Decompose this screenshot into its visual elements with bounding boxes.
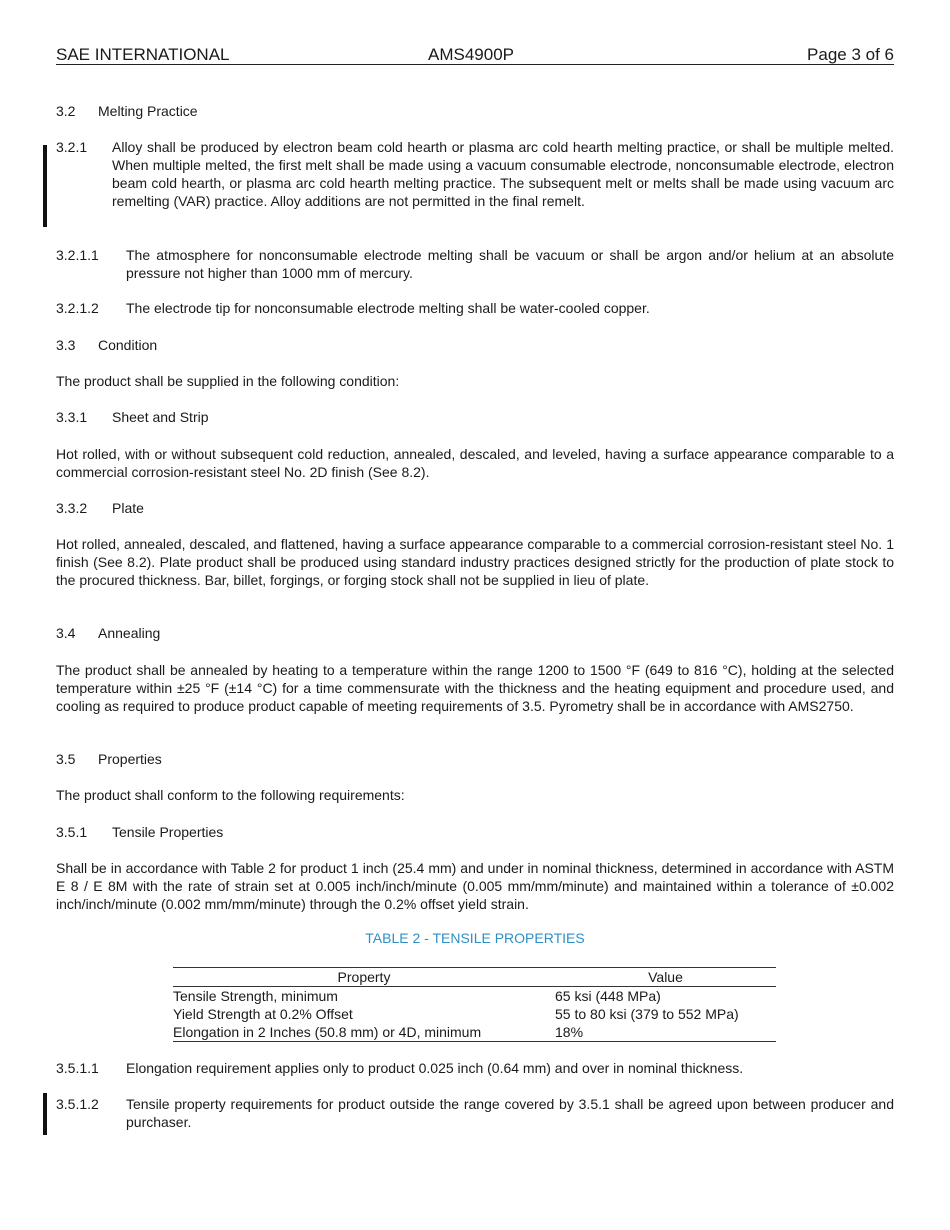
section-number: 3.5.1.1 xyxy=(56,1060,99,1076)
section-3-2-1-1 xyxy=(56,246,894,282)
section-3-4-heading xyxy=(56,624,894,642)
section-number: 3.2.1.2 xyxy=(56,300,99,316)
table-cell-property: Tensile Strength, minimum xyxy=(173,988,338,1004)
section-number: 3.3 xyxy=(56,337,76,353)
section-number: 3.3.1 xyxy=(56,409,88,425)
table-2-title: TABLE 2 - TENSILE PROPERTIES xyxy=(365,930,585,946)
table-row xyxy=(173,1023,776,1041)
revision-bar xyxy=(43,1093,47,1135)
section-title: Sheet and Strip xyxy=(112,409,209,425)
section-number: 3.2 xyxy=(56,103,76,119)
section-3-3-heading xyxy=(56,336,894,354)
section-number: 3.5 xyxy=(56,751,76,767)
section-title: Plate xyxy=(112,500,144,516)
section-title: Annealing xyxy=(98,625,161,641)
section-3-5-1-1 xyxy=(56,1059,894,1077)
section-3-3-1-text: Hot rolled, with or without subsequent cold reduction, annealed, descaled, and leveled, having a surface appearance comparable to a commercial corrosion-resistant steel No. 2D finish (See 8.2). xyxy=(56,446,894,480)
section-title: Tensile Properties xyxy=(112,824,224,840)
section-number: 3.5.1.2 xyxy=(56,1096,99,1112)
revision-bar xyxy=(43,145,47,227)
table-header-row xyxy=(173,968,776,987)
section-number: 3.3.2 xyxy=(56,500,88,516)
table-cell-property: Yield Strength at 0.2% Offset xyxy=(173,1006,353,1022)
table-row xyxy=(173,1005,776,1023)
table-header-property: Property xyxy=(337,969,391,985)
table-cell-value: 65 ksi (448 MPa) xyxy=(555,988,661,1004)
table-header-value: Value xyxy=(648,969,683,985)
section-text: Elongation requirement applies only to product 0.025 inch (0.64 mm) and over in nominal thickness. xyxy=(126,1060,744,1076)
table-row xyxy=(173,987,776,1005)
section-text: The atmosphere for nonconsumable electrode melting shall be vacuum or shall be argon and/or helium at an absolute pressure not higher than 1000 mm of mercury. xyxy=(126,247,894,281)
section-3-2-heading xyxy=(56,102,894,120)
section-3-3-2-text: Hot rolled, annealed, descaled, and flattened, having a surface appearance comparable to a commercial corrosion-resistant steel No. 1 finish (See 8.2). Plate product shall be produced using standard industry practices designed strictly for the production of plate stock to the procured thickness. Bar, billet, forgings, or forging stock shall not be supplied in lieu of plate. xyxy=(56,536,894,588)
section-3-3-intro: The product shall be supplied in the following condition: xyxy=(56,373,400,389)
section-title: Condition xyxy=(98,337,158,353)
section-3-2-1-2 xyxy=(56,299,894,317)
section-3-3-2-heading xyxy=(56,499,894,517)
section-text: Alloy shall be produced by electron beam cold hearth or plasma arc cold hearth melting practice, or shall be multiple melted. When multiple melted, the first melt shall be made using a vacuum consumable electrode, nonconsumable electrode, electron beam cold hearth, or plasma arc cold hearth melting practice. The subsequent melt or melts shall be made using vacuum arc remelting (VAR) practice. Alloy additions are not permitted in the final remelt. xyxy=(112,139,894,209)
section-3-3-1-heading xyxy=(56,408,894,426)
section-number: 3.4 xyxy=(56,625,76,641)
header-doc-id: AMS4900P xyxy=(428,45,514,64)
section-3-2-1 xyxy=(56,138,894,210)
section-title: Properties xyxy=(98,751,162,767)
section-3-5-1-text: Shall be in accordance with Table 2 for product 1 inch (25.4 mm) and under in nominal thickness, determined in accordance with ASTM E 8 / E 8M with the rate of strain set at 0.005 inch/inch/minute (0.005 mm/mm/minute) and maintained within a tolerance of ±0.002 inch/inch/minute (0.002 mm/mm/minute) through the 0.2% offset yield strain. xyxy=(56,860,894,912)
section-number: 3.5.1 xyxy=(56,824,88,840)
section-3-5-1-heading xyxy=(56,823,894,841)
section-3-5-intro: The product shall conform to the following requirements: xyxy=(56,787,405,803)
section-3-5-heading xyxy=(56,750,894,768)
header-page-number: Page 3 of 6 xyxy=(807,45,894,64)
section-3-4-text: The product shall be annealed by heating to a temperature within the range 1200 to 1500 °F (649 to 816 °C), holding at the selected temperature within ±25 °F (±14 °C) for a time commensurate with the thickness and the heating equipment and procedure used, and cooling as required to produce product capable of meeting requirements of 3.5. Pyrometry shall be in accordance with AMS2750. xyxy=(56,662,894,714)
header-org: SAE INTERNATIONAL xyxy=(56,45,230,64)
section-number: 3.2.1.1 xyxy=(56,247,99,263)
table-cell-value: 18% xyxy=(555,1024,584,1040)
tensile-properties-table xyxy=(173,967,776,1042)
table-cell-value: 55 to 80 ksi (379 to 552 MPa) xyxy=(555,1006,739,1022)
section-number: 3.2.1 xyxy=(56,139,88,155)
table-cell-property: Elongation in 2 Inches (50.8 mm) or 4D, minimum xyxy=(173,1024,482,1040)
section-text: Tensile property requirements for product outside the range covered by 3.5.1 shall be agreed upon between producer and purchaser. xyxy=(126,1096,894,1130)
page-header xyxy=(56,44,894,65)
section-text: The electrode tip for nonconsumable electrode melting shall be water-cooled copper. xyxy=(126,300,650,316)
section-3-5-1-2 xyxy=(56,1095,894,1131)
section-title: Melting Practice xyxy=(98,103,198,119)
